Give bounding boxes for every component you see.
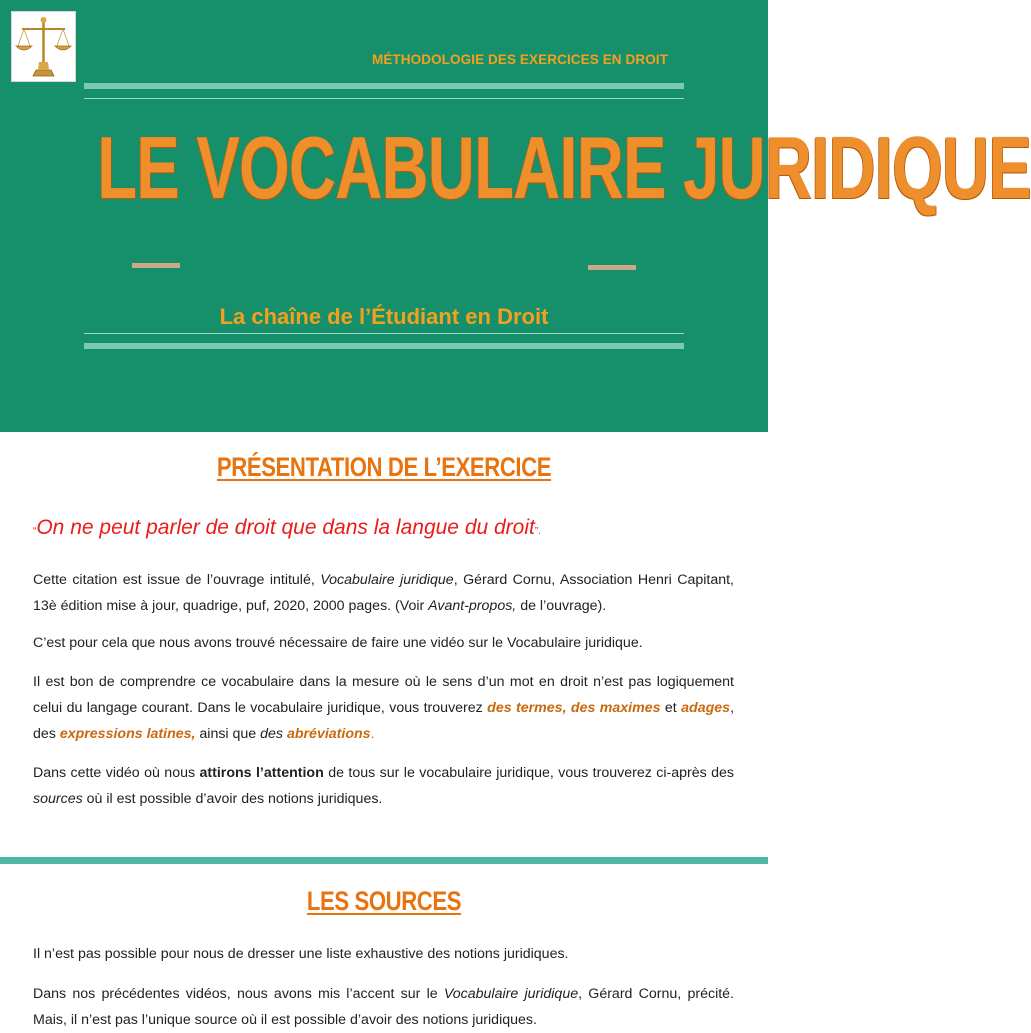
text: Cette citation est issue de l’ouvrage intitulé, (33, 572, 321, 588)
text: , Gérard Cornu, Association Henri Capitant, 13è édition mise à jour, quadrige, puf, 2020, 2000 pages. (Voir (33, 572, 734, 614)
highlight-maximes: des maximes (570, 700, 661, 716)
scales-of-justice-icon (12, 12, 75, 81)
emphasis: sources (33, 791, 83, 807)
subtitle: La chaîne de l’Étudiant en Droit (219, 304, 549, 329)
logo (11, 11, 76, 82)
highlight-adages: adages (681, 700, 731, 716)
paragraph (33, 981, 734, 1033)
quote-open-mark: “ (33, 526, 37, 537)
section-divider (0, 857, 768, 864)
paragraph (33, 760, 734, 812)
text: des (260, 726, 284, 742)
punctuation: . (370, 726, 375, 742)
methodology-label: MÉTHODOLOGIE DES EXERCICES EN DROIT (371, 52, 668, 67)
text: de tous sur le vocabulaire juridique, vous trouverez ci-après des (323, 765, 735, 781)
quote-close-mark: ”. (534, 526, 541, 537)
page-title: LE VOCABULAIRE JURIDIQUE (97, 118, 1031, 217)
text: où il est possible d’avoir des notions juridiques. (82, 791, 383, 807)
highlight-latin-expressions: expressions latines, (59, 726, 196, 742)
header-banner (0, 0, 1031, 432)
divider (84, 98, 684, 99)
text: Dans cette vidéo où nous (33, 765, 200, 781)
book-title: Vocabulaire juridique (443, 986, 579, 1002)
paragraph (33, 669, 734, 747)
punctuation: , (562, 700, 571, 716)
text: et (660, 700, 682, 716)
divider (588, 265, 636, 270)
divider (132, 263, 180, 268)
divider (84, 83, 684, 89)
text: de l’ouvrage). (516, 598, 607, 614)
quote (33, 516, 541, 540)
text: ainsi que (195, 726, 261, 742)
paragraph: C’est pour cela que nous avons trouvé nécessaire de faire une vidéo sur le Vocabulaire juridique. (33, 635, 643, 651)
section-heading-sources: LES SOURCES (306, 886, 462, 916)
section-heading-presentation: PRÉSENTATION DE L’EXERCICE (216, 452, 552, 482)
text: Il est bon de comprendre ce vocabulaire dans la mesure où le sens d’un mot en droit n’est pas logiquement celui du langage courant. Dans le vocabulaire juridique, vous trouverez (33, 674, 734, 716)
text: , des (33, 700, 735, 742)
highlight-abbreviations: abréviations (286, 726, 371, 742)
divider (84, 343, 684, 349)
book-title: Vocabulaire juridique (320, 572, 454, 588)
paragraph: Il n’est pas possible pour nous de dresser une liste exhaustive des notions juridiques. (33, 946, 569, 962)
emphasis: attirons l’attention (199, 765, 324, 781)
text: Dans nos précédentes vidéos, nous avons mis l’accent sur le (33, 986, 444, 1002)
highlight-terms: des termes (487, 700, 563, 716)
quote-text: On ne peut parler de droit que dans la langue du droit (36, 516, 535, 539)
emphasis: Avant-propos, (428, 598, 517, 614)
divider (84, 333, 684, 334)
text: , Gérard Cornu, précité. Mais, il n’est pas l’unique source où il est possible d’avoir des notions juridiques. (33, 986, 734, 1028)
paragraph (33, 567, 734, 619)
